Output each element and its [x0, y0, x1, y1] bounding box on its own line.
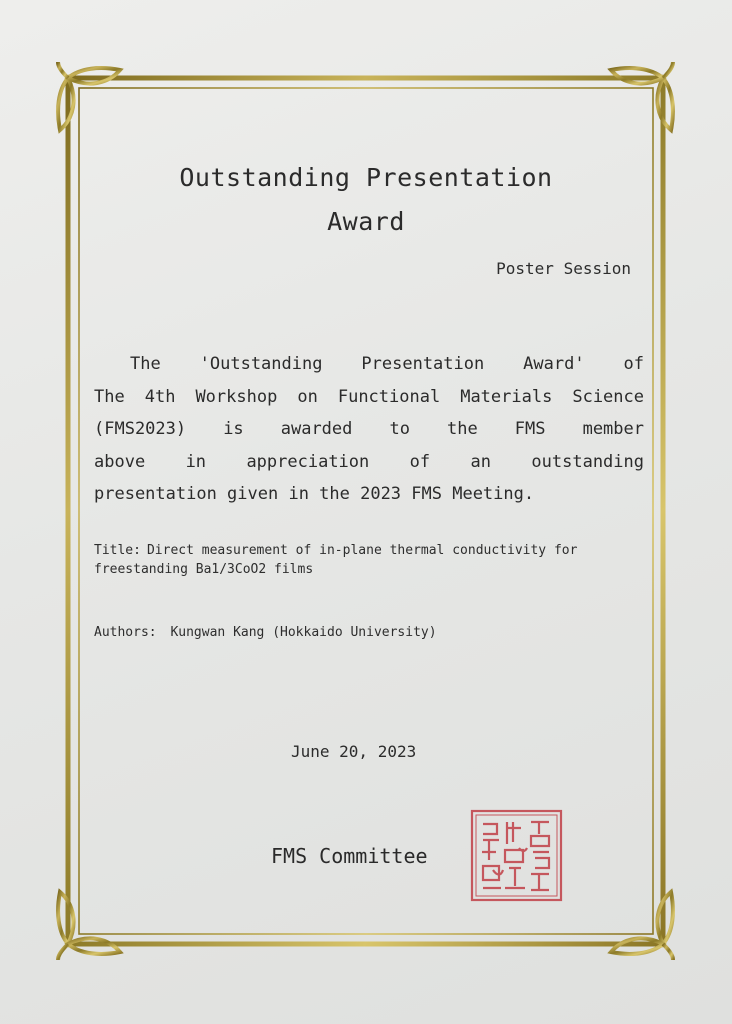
title-label: Title:: [94, 543, 141, 558]
statement-line-5: presentation given in the 2023 FMS Meeting.: [94, 484, 535, 504]
title-value-line1: Direct measurement of in-plane thermal conductivity for: [146, 543, 578, 558]
title-value-line2: freestanding Ba1/3CoO2 films: [94, 562, 314, 577]
authors-label: Authors:: [94, 625, 157, 640]
award-title-line2: Award: [327, 207, 405, 236]
red-seal-stamp: [469, 808, 564, 903]
statement-line-4: above in appreciation of an outstanding: [94, 451, 644, 472]
presentation-title: [94, 541, 577, 579]
statement-line-3: (FMS2023) is awarded to the FMS member: [94, 419, 644, 439]
session-label: Poster Session: [496, 259, 631, 278]
statement-line-2: The 4th Workshop on Functional Materials Science: [94, 386, 644, 407]
award-date: June 20, 2023: [291, 742, 417, 761]
award-statement: [94, 348, 644, 511]
issuer-name: FMS Committee: [271, 844, 428, 868]
authors-value: Kungwan Kang (Hokkaido University): [170, 625, 437, 640]
authors: [94, 623, 437, 642]
award-title-line1: Outstanding Presentation: [179, 163, 553, 192]
statement-line-1: The 'Outstanding Presentation Award' of: [130, 354, 644, 374]
